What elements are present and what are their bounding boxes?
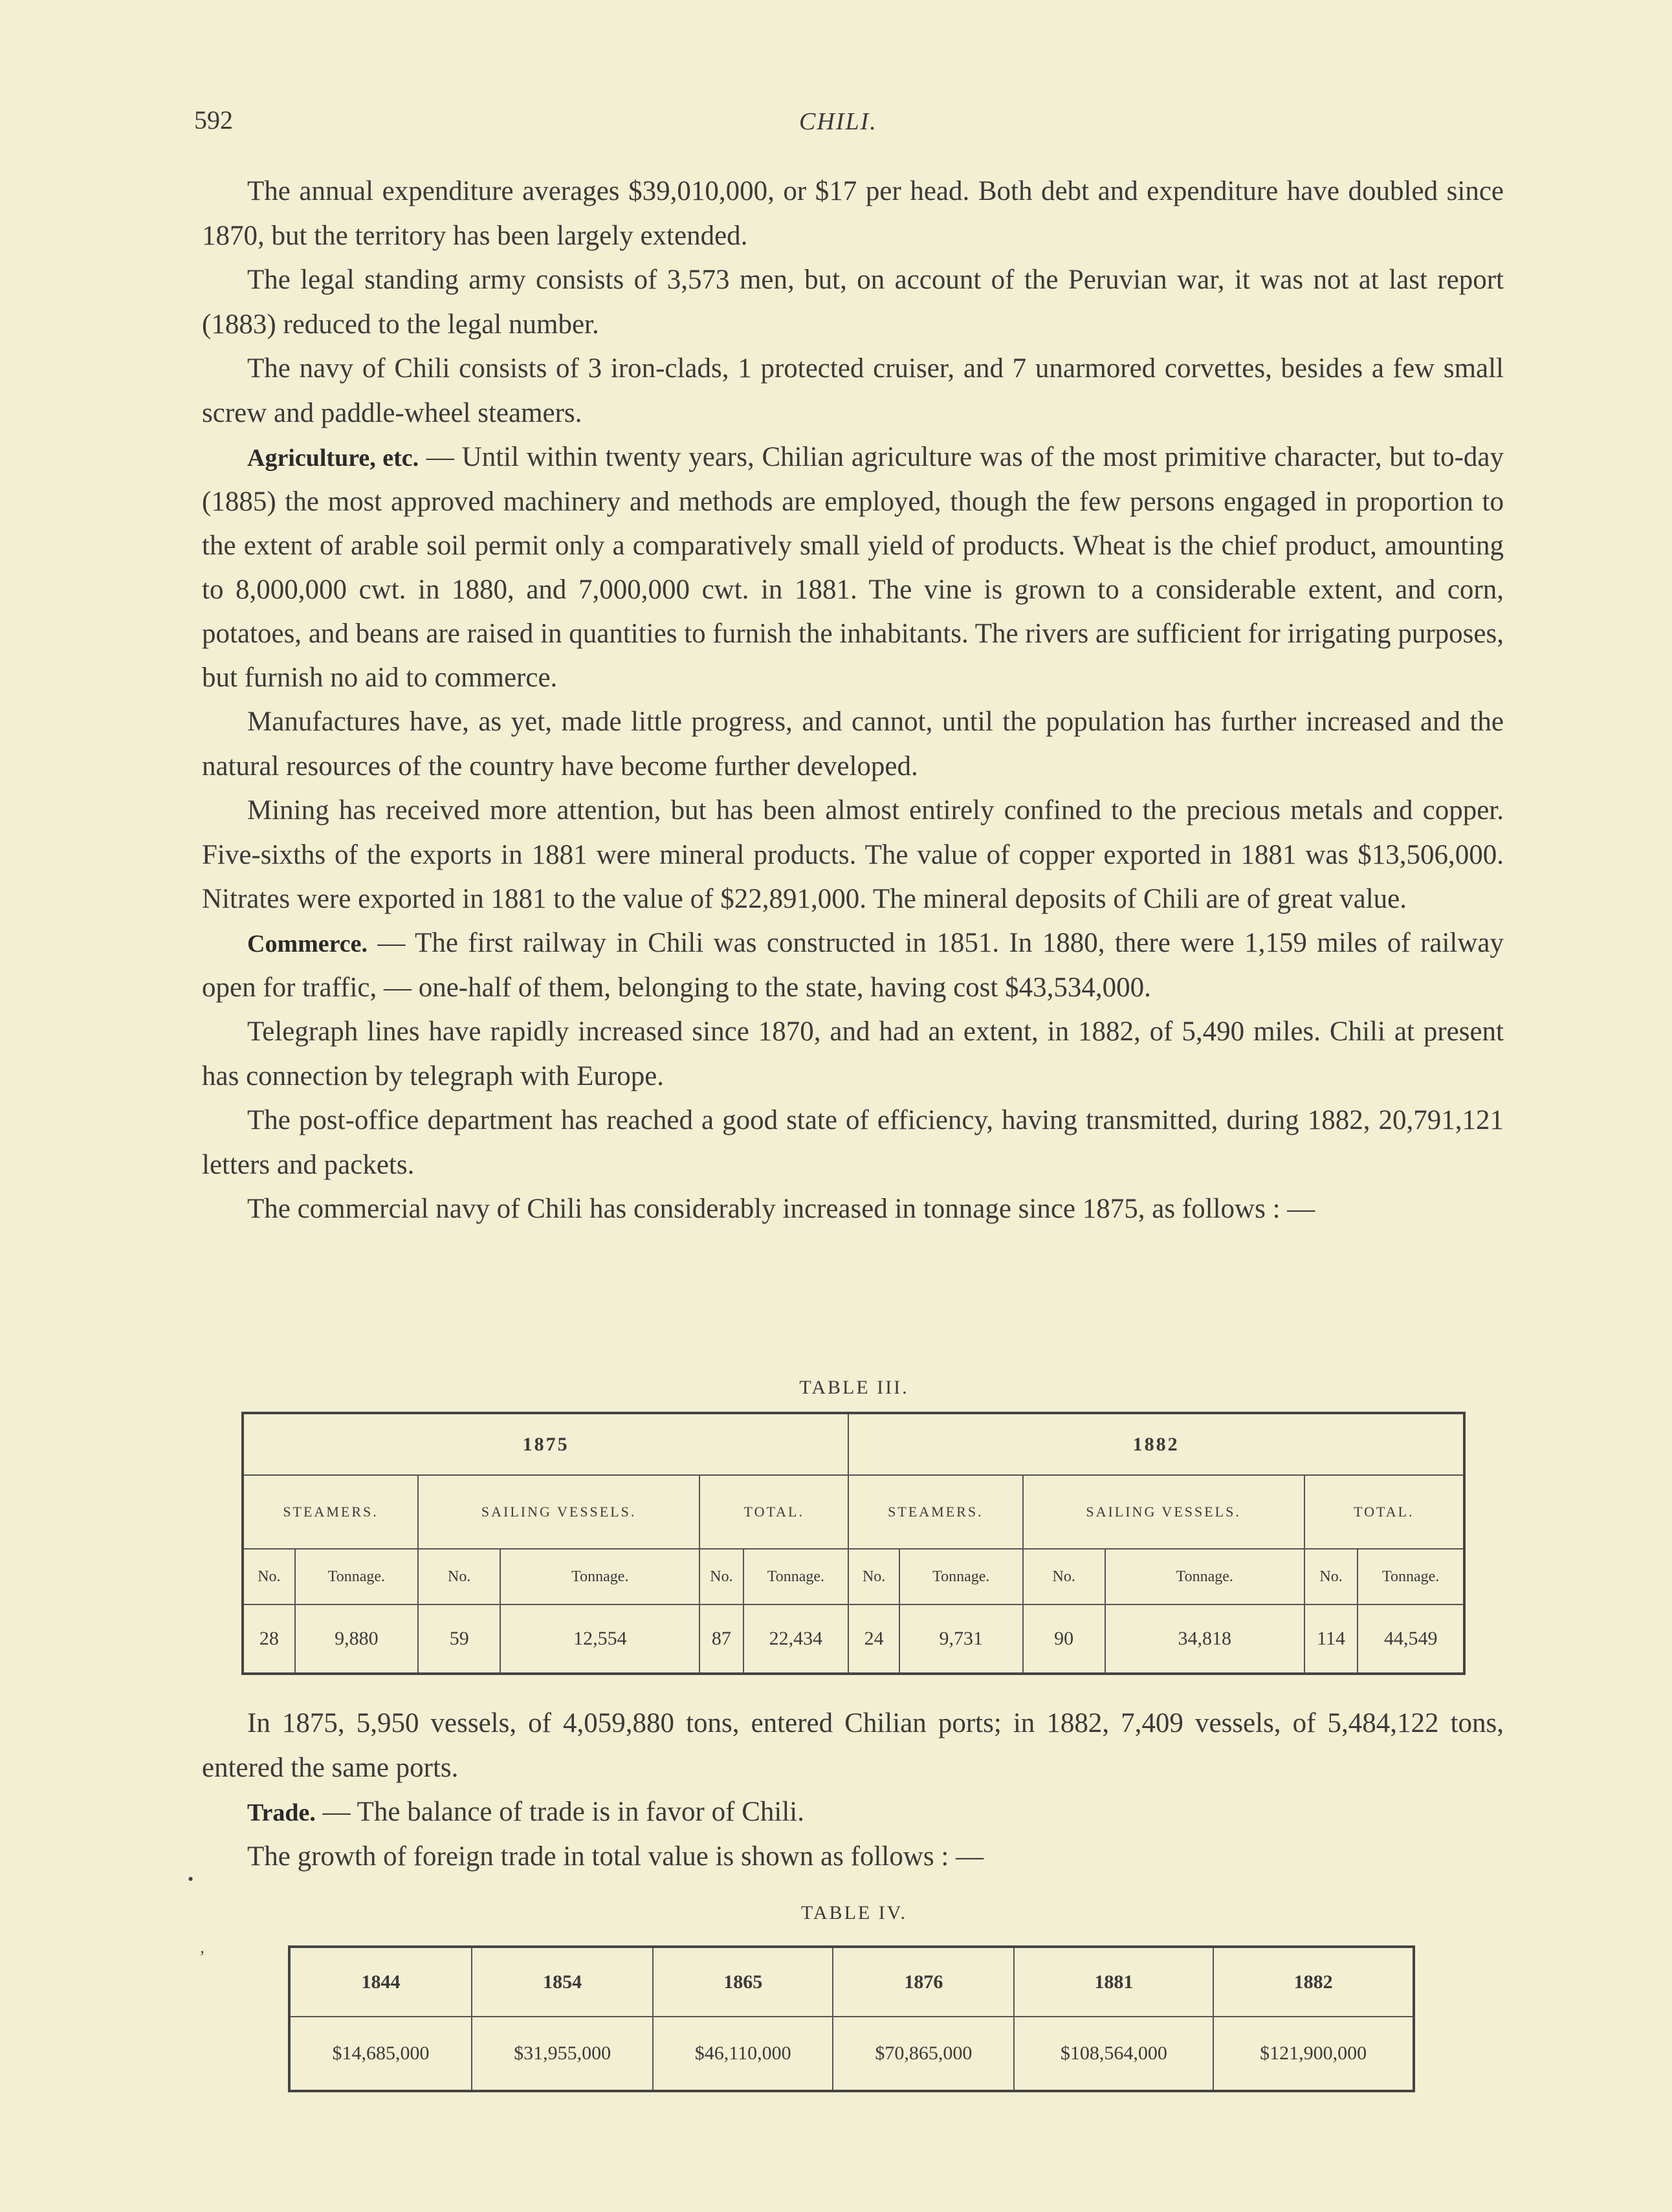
paragraph (202, 700, 1504, 789)
column-header: No. (699, 1549, 743, 1604)
column-header: No. (848, 1549, 899, 1604)
year-header: 1881 (1014, 1947, 1213, 2017)
table-cell: 12,554 (500, 1604, 699, 1674)
margin-mark: • (188, 1870, 194, 1889)
paragraph-text: Mining has received more attention, but has been almost entirely confined to the precious metals and copper. Five-sixths of the exports in 1881 were mineral products. The value of copper exported in 1881 was $13,506,000. Nitrates were exported in 1881 to the value of $22,891,000. The mineral deposits of Chili are of great value. (202, 795, 1504, 914)
table-cell: $31,955,000 (472, 2017, 653, 2091)
table-cell: $46,110,000 (653, 2017, 833, 2091)
table-cell: 22,434 (743, 1604, 849, 1674)
column-header: Tonnage. (1105, 1549, 1304, 1604)
year-header: 1882 (1213, 1947, 1414, 2017)
paragraph-text: In 1875, 5,950 vessels, of 4,059,880 tons, entered Chilian ports; in 1882, 7,409 vessels, of 5,484,122 tons, entered the same ports. (202, 1708, 1504, 1783)
group-header: STEAMERS. (848, 1475, 1022, 1549)
table-cell: $70,865,000 (833, 2017, 1014, 2091)
table-cell: 24 (848, 1604, 899, 1674)
column-header: Tonnage. (500, 1549, 699, 1604)
column-header: No. (1023, 1549, 1105, 1604)
trade-table (288, 1945, 1415, 2092)
paragraph (202, 435, 1504, 700)
paragraph-text: The annual expenditure averages $39,010,000, or $17 per head. Both debt and expenditure have doubled since 1870, but the territory has been largely extended. (202, 176, 1504, 251)
column-header: Tonnage. (743, 1549, 849, 1604)
column-header: No. (418, 1549, 500, 1604)
year-header: 1875 (243, 1413, 848, 1475)
table-cell: 90 (1023, 1604, 1105, 1674)
paragraph-text: — Until within twenty years, Chilian agriculture was of the most primitive character, but to-day (1885) the most approved machinery and methods are employed, though the few persons engaged in proportion to the extent of arable soil permit only a comparatively small yield of products. Wheat is the chief product, amounting to 8,000,000 cwt. in 1880, and 7,000,000 cwt. in 1881. The vine is grown to a considerable extent, and corn, potatoes, and beans are raised in quantities to furnish the inhabitants. The rivers are sufficient for irrigating purposes, but furnish no aid to commerce. (202, 442, 1504, 693)
year-header: 1865 (653, 1947, 833, 2017)
table-cell: 59 (418, 1604, 500, 1674)
body-text-bottom (202, 1702, 1504, 1879)
running-head: CHILI. (799, 108, 877, 135)
paragraph-text: Telegraph lines have rapidly increased since 1870, and had an extent, in 1882, of 5,490 miles. Chili at present has connection by telegraph with Europe. (202, 1016, 1504, 1091)
tonnage-table (241, 1412, 1466, 1675)
paragraph (202, 1010, 1504, 1099)
paragraph-text: The commercial navy of Chili has considerably increased in tonnage since 1875, as follows : — (247, 1194, 1315, 1224)
column-header: Tonnage. (899, 1549, 1023, 1604)
paragraph-text: — The first railway in Chili was constructed in 1851. In 1880, there were 1,159 miles of railway open for traffic, — one-half of them, belonging to the state, having cost $43,534,000. (202, 928, 1504, 1003)
paragraph-text: The post-office department has reached a good state of efficiency, having transmitted, during 1882, 20,791,121 letters and packets. (202, 1105, 1504, 1180)
table-caption: TABLE III. (799, 1377, 909, 1398)
table-cell: 34,818 (1105, 1604, 1304, 1674)
table-cell: 114 (1304, 1604, 1358, 1674)
paragraph-lead: Agriculture, etc. (247, 444, 419, 472)
table-cell: 44,549 (1358, 1604, 1464, 1674)
paragraph (202, 1099, 1504, 1187)
paragraph (202, 789, 1504, 921)
year-header: 1876 (833, 1947, 1014, 2017)
table-cell: $14,685,000 (289, 2017, 472, 2091)
paragraph (202, 1790, 1504, 1835)
table-cell: $108,564,000 (1014, 2017, 1213, 2091)
paragraph-lead: Commerce. (247, 930, 368, 958)
table-cell: 9,731 (899, 1604, 1023, 1674)
margin-mark: ’ (199, 1947, 205, 1966)
paragraph (202, 1187, 1504, 1232)
column-header: No. (1304, 1549, 1358, 1604)
paragraph-text: The growth of foreign trade in total value is shown as follows : — (247, 1841, 984, 1872)
paragraph (202, 258, 1504, 347)
table-cell: 9,880 (295, 1604, 418, 1674)
year-header: 1882 (848, 1413, 1464, 1475)
table-caption: TABLE IV. (800, 1902, 908, 1923)
group-header: STEAMERS. (243, 1475, 418, 1549)
year-header: 1844 (289, 1947, 472, 2017)
column-header: Tonnage. (295, 1549, 418, 1604)
paragraph (202, 1835, 1504, 1879)
body-text-top (202, 170, 1504, 1232)
table-cell: 28 (243, 1604, 295, 1674)
column-header: No. (243, 1549, 295, 1604)
column-header: Tonnage. (1358, 1549, 1464, 1604)
paragraph-text: — The balance of trade is in favor of Chili. (315, 1797, 804, 1827)
group-header: TOTAL. (699, 1475, 848, 1549)
paragraph-lead: Trade. (247, 1799, 316, 1826)
page-number: 592 (194, 105, 233, 135)
paragraph (202, 1702, 1504, 1790)
paragraph (202, 170, 1504, 258)
paragraph-text: The legal standing army consists of 3,573 men, but, on account of the Peruvian war, it was not at last report (1883) reduced to the legal number. (202, 265, 1504, 340)
table-cell: $121,900,000 (1213, 2017, 1414, 2091)
paragraph (202, 921, 1504, 1010)
group-header: SAILING VESSELS. (1023, 1475, 1304, 1549)
group-header: TOTAL. (1304, 1475, 1464, 1549)
paragraph-text: The navy of Chili consists of 3 iron-clads, 1 protected cruiser, and 7 unarmored corvettes, besides a few small screw and paddle-wheel steamers. (202, 353, 1504, 428)
year-header: 1854 (472, 1947, 653, 2017)
table-cell: 87 (699, 1604, 743, 1674)
paragraph (202, 347, 1504, 435)
paragraph-text: Manufactures have, as yet, made little progress, and cannot, until the population has further increased and the natural resources of the country have become further developed. (202, 706, 1504, 782)
group-header: SAILING VESSELS. (418, 1475, 699, 1549)
